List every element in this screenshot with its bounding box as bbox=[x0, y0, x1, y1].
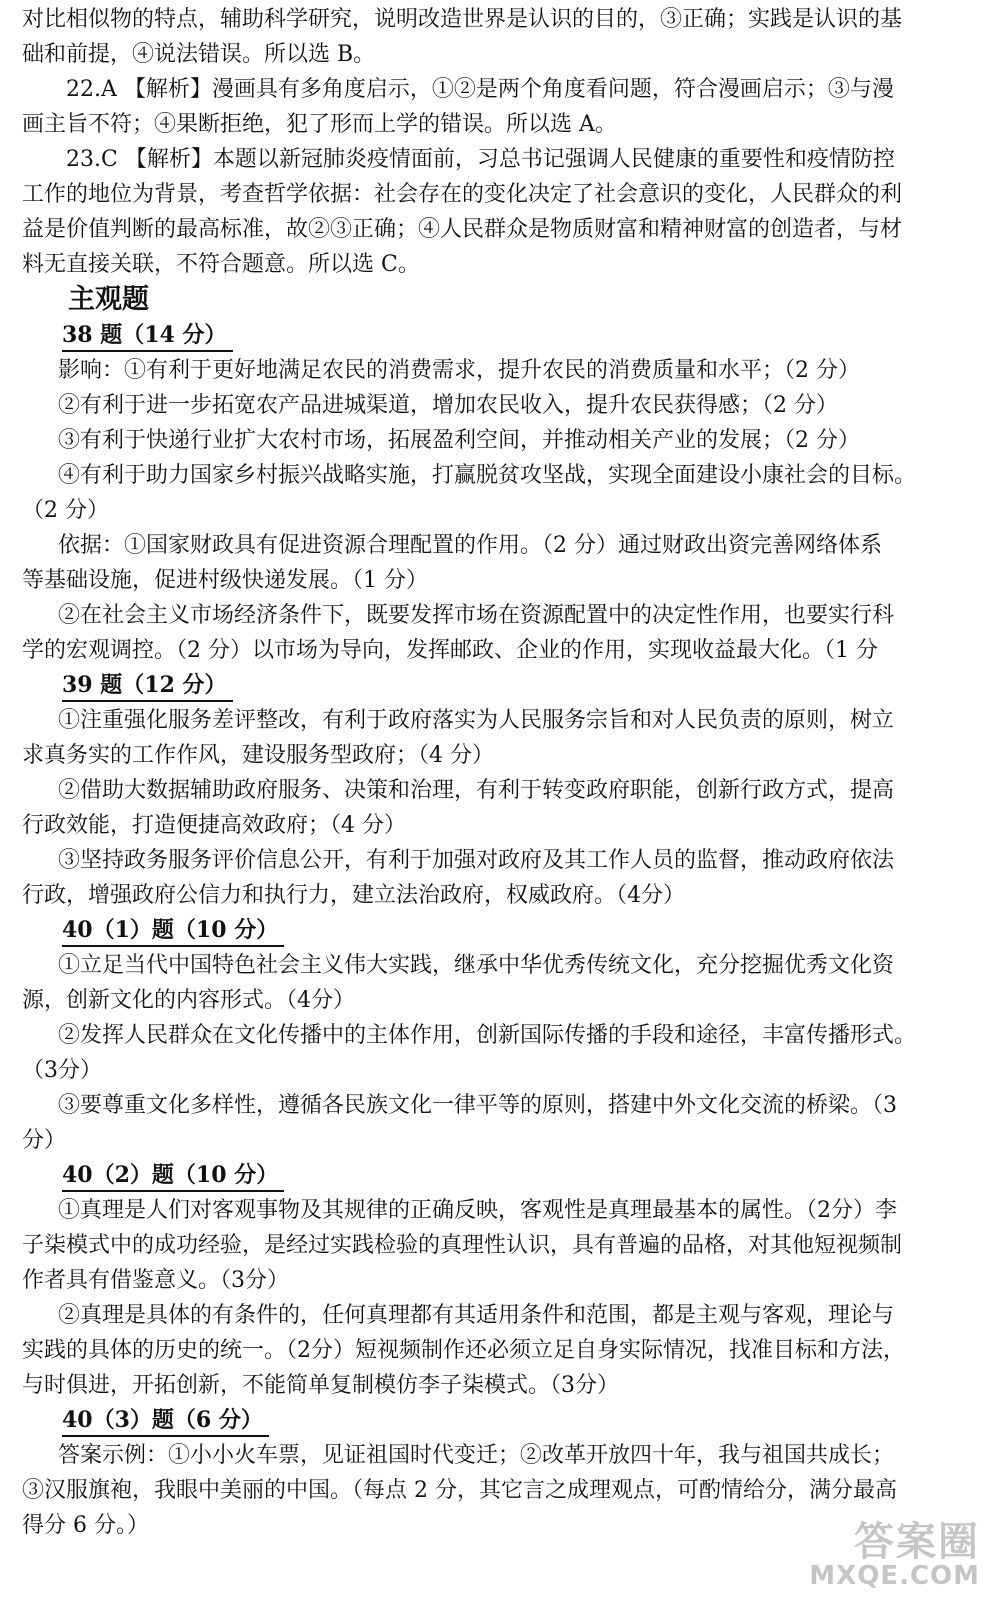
text-line: ①注重强化服务差评整改，有利于政府落实为人民服务宗旨和对人民负责的原则，树立 bbox=[58, 708, 895, 733]
question-heading-text: 40（1）题（10 分） bbox=[62, 915, 284, 947]
question-40-1 bbox=[22, 913, 972, 1158]
text-line: 工作的地位为背景，考查哲学依据：社会存在的变化决定了社会意识的变化，人民群众的利 bbox=[22, 182, 903, 207]
top-paragraphs bbox=[22, 2, 972, 282]
text-line: 行政，增强政府公信力和执行力，建立法治政府，权威政府。（4分） bbox=[22, 883, 685, 908]
text-line: ③有利于快递行业扩大农村市场，拓展盈利空间，并推动相关产业的发展；（2 分） bbox=[58, 428, 860, 453]
section-title: 主观题 bbox=[68, 284, 149, 315]
text-line: 分） bbox=[22, 1128, 67, 1153]
question-heading bbox=[22, 1158, 972, 1193]
question-heading bbox=[22, 1403, 972, 1438]
text-line: 础和前提，④说法错误。所以选 B。 bbox=[22, 42, 376, 67]
question-heading-text: 38 题（14 分） bbox=[62, 320, 233, 352]
text-line: 实践的具体的历史的统一。（2分）短视频制作还必须立足自身实际情况，找准目标和方法， bbox=[22, 1338, 906, 1363]
question-heading-text: 39 题（12 分） bbox=[62, 670, 233, 702]
text-line: 行政效能，打造便捷高效政府；（4 分） bbox=[22, 813, 406, 838]
text-line: 子柒模式中的成功经验，是经过实践检验的真理性认识，具有普遍的品格，对其他短视频制 bbox=[22, 1233, 903, 1258]
watermark-url: MXQE.COM bbox=[809, 1561, 980, 1591]
question-40-3 bbox=[22, 1403, 972, 1543]
text-line: ④有利于助力国家乡村振兴战略实施，打赢脱贫攻坚战，实现全面建设小康社会的目标。 bbox=[58, 463, 917, 488]
question-40-2 bbox=[22, 1158, 972, 1403]
question-38 bbox=[22, 318, 972, 668]
text-line: ①立足当代中国特色社会主义伟大实践，继承中华优秀传统文化，充分挖掘优秀文化资 bbox=[58, 953, 895, 978]
text-line: 求真务实的工作作风，建设服务型政府；（4 分） bbox=[22, 743, 494, 768]
question-heading bbox=[22, 913, 972, 948]
text-line: 画主旨不符；④果断拒绝，犯了形而上学的错误。所以选 A。 bbox=[22, 112, 617, 137]
text-line: （2 分） bbox=[22, 498, 109, 523]
text-line: 作者具有借鉴意义。（3分） bbox=[22, 1268, 289, 1293]
text-line: 对比相似物的特点，辅助科学研究，说明改造世界是认识的目的，③正确；实践是认识的基 bbox=[22, 7, 903, 32]
text-line: ②发挥人民群众在文化传播中的主体作用，创新国际传播的手段和途径，丰富传播形式。 bbox=[58, 1023, 917, 1048]
question-heading bbox=[22, 318, 972, 353]
question-heading bbox=[22, 668, 972, 703]
text-line: ②借助大数据辅助政府服务、决策和治理，有利于转变政府职能，创新行政方式，提高 bbox=[58, 778, 895, 803]
text-line: 源，创新文化的内容形式。（4分） bbox=[22, 988, 355, 1013]
text-line: 影响：①有利于更好地满足农民的消费需求，提升农民的消费质量和水平；（2 分） bbox=[58, 358, 860, 383]
text-line: ②在社会主义市场经济条件下，既要发挥市场在资源配置中的决定性作用，也要实行科 bbox=[58, 603, 895, 628]
watermark-logo: 答案圈 bbox=[854, 1519, 980, 1565]
text-line: 学的宏观调控。（2 分）以市场为导向，发挥邮政、企业的作用，实现收益最大化。（1 分 bbox=[22, 638, 878, 663]
text-line: ③坚持政务服务评价信息公开，有利于加强对政府及其工作人员的监督，推动政府依法 bbox=[58, 848, 895, 873]
question-heading-text: 40（2）题（10 分） bbox=[62, 1160, 284, 1192]
text-line: 得分 6 分。） bbox=[22, 1513, 149, 1538]
question-heading-text: 40（3）题（6 分） bbox=[62, 1405, 269, 1437]
text-line: ③汉服旗袍，我眼中美丽的中国。（每点 2 分，其它言之成理观点，可酌情给分，满分最高 bbox=[22, 1478, 897, 1503]
text-line: 依据：①国家财政具有促进资源合理配置的作用。（2 分）通过财政出资完善网络体系 bbox=[58, 533, 882, 558]
text-line: 与时俱进，开拓创新，不能简单复制模仿李子柒模式。（3分） bbox=[22, 1373, 619, 1398]
text-line: 答案示例：①小小火车票，见证祖国时代变迁；②改革开放四十年，我与祖国共成长； bbox=[58, 1443, 895, 1468]
text-line: ②真理是具体的有条件的，任何真理都有其适用条件和范围，都是主观与客观，理论与 bbox=[58, 1303, 895, 1328]
text-line: ①真理是人们对客观事物及其规律的正确反映，客观性是真理最基本的属性。（2分）李 bbox=[58, 1198, 897, 1223]
text-line: 23.C 【解析】本题以新冠肺炎疫情面前，习总书记强调人民健康的重要性和疫情防控 bbox=[66, 147, 895, 172]
text-line: ③要尊重文化多样性，遵循各民族文化一律平等的原则，搭建中外文化交流的桥梁。（3 bbox=[58, 1093, 897, 1118]
text-line: 益是价值判断的最高标准，故②③正确；④人民群众是物质财富和精神财富的创造者，与材 bbox=[22, 217, 903, 242]
text-line: ②有利于进一步拓宽农产品进城渠道，增加农民收入，提升农民获得感；（2 分） bbox=[58, 393, 838, 418]
text-line: 22.A 【解析】漫画具有多角度启示，①②是两个角度看问题，符合漫画启示；③与漫 bbox=[66, 77, 894, 102]
text-line: 等基础设施，促进村级快递发展。（1 分） bbox=[22, 568, 428, 593]
text-line: （3分） bbox=[22, 1058, 102, 1083]
question-39 bbox=[22, 668, 972, 913]
text-line: 料无直接关联，不符合题意。所以选 C。 bbox=[22, 252, 420, 277]
